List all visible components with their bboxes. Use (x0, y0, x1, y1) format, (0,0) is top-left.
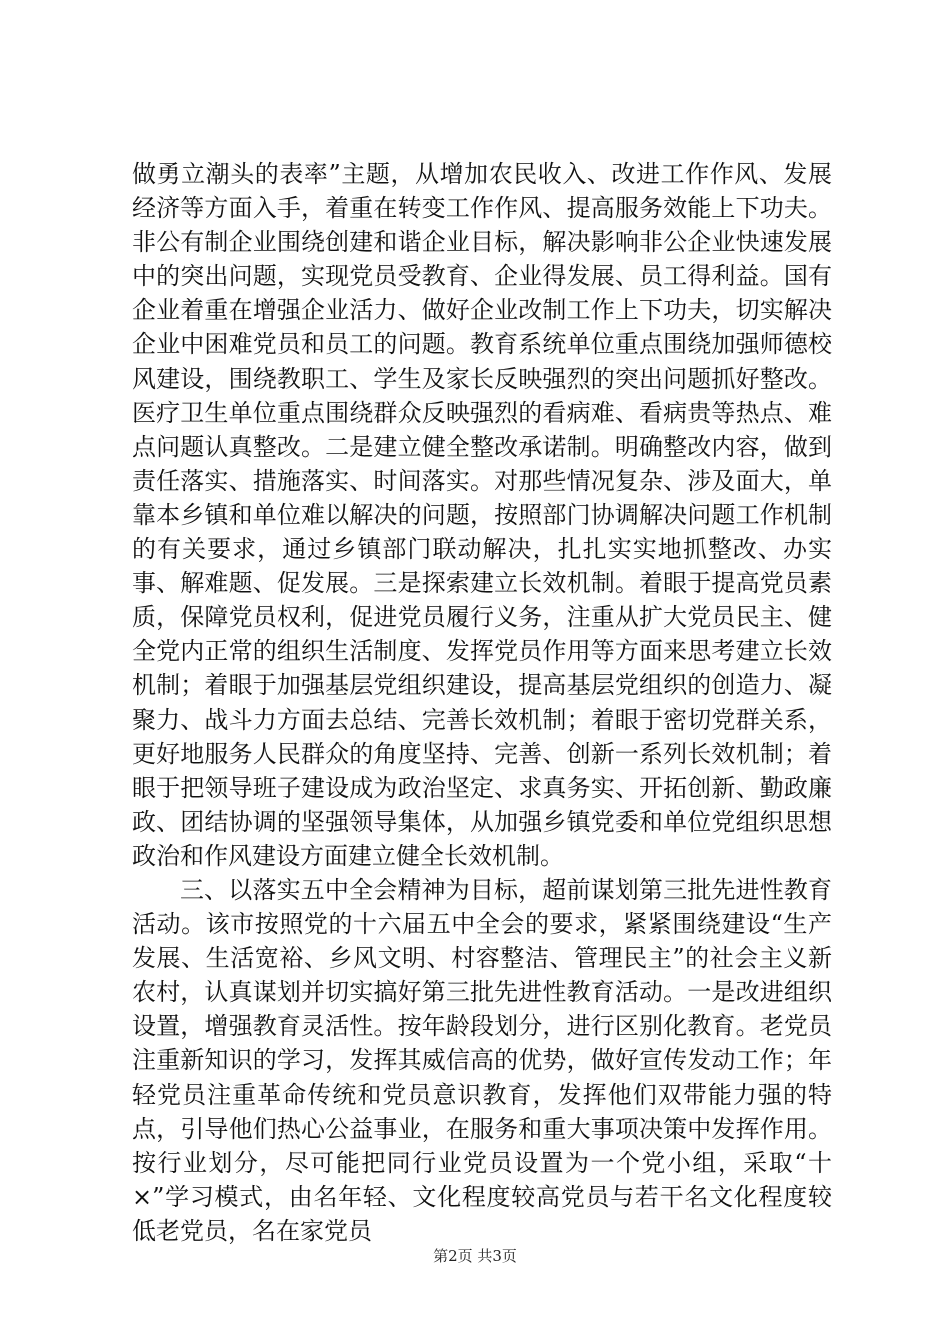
document-body (132, 157, 832, 1248)
page-footer: 第2页 共3页 (433, 1247, 517, 1265)
paragraph-1: 做勇立潮头的表率”主题，从增加农民收入、改进工作作风、发展经济等方面入手，着重在转变工作作风、提高服务效能上下功夫。非公有制企业围绕创建和谐企业目标，解决影响非公企业快速发展中的突出问题，实现党员受教育、企业得发展、员工得利益。国有企业着重在增强企业活力、做好企业改制工作上下功夫，切实解决企业中困难党员和员工的问题。教育系统单位重点围绕加强师德校风建设，围绕教职工、学生及家长反映强烈的突出问题抓好整改。医疗卫生单位重点围绕群众反映强烈的看病难、看病贵等热点、难点问题认真整改。二是建立健全整改承诺制。明确整改内容，做到责任落实、措施落实、时间落实。对那些情况复杂、涉及面大，单靠本乡镇和单位难以解决的问题，按照部门协调解决问题工作机制的有关要求，通过乡镇部门联动解决，扎扎实实地抓整改、办实事、解难题、促发展。三是探索建立长效机制。着眼于提高党员素质，保障党员权利，促进党员履行义务，注重从扩大党员民主、健全党内正常的组织生活制度、发挥党员作用等方面来思考建立长效机制；着眼于加强基层党组织建设，提高基层党组织的创造力、凝聚力、战斗力方面去总结、完善长效机制；着眼于密切党群关系，更好地服务人民群众的角度坚持、完善、创新一系列长效机制；着眼于把领导班子建设成为政治坚定、求真务实、开拓创新、勤政廉政、团结协调的坚强领导集体，从加强乡镇党委和单位党组织思想政治和作风建设方面建立健全长效机制。 (132, 160, 832, 870)
paragraph-2: 三、以落实五中全会精神为目标，超前谋划第三批先进性教育活动。该市按照党的十六届五中全会的要求，紧紧围绕建设“生产发展、生活宽裕、乡风文明、村容整洁、管理民主”的社会主义新农村，认真谋划并切实搞好第三批先进性教育活动。一是改进组织设置，增强教育灵活性。按年龄段划分，进行区别化教育。老党员注重新知识的学习，发挥其威信高的优势，做好宣传发动工作；年轻党员注重革命传统和党员意识教育，发挥他们双带能力强的特点，引导他们热心公益事业，在服务和重大事项决策中发挥作用。按行业划分，尽可能把同行业党员设置为一个党小组，采取“十×”学习模式，由名年轻、文化程度较高党员与若干名文化程度较低老党员，名在家党员 (132, 875, 832, 1245)
